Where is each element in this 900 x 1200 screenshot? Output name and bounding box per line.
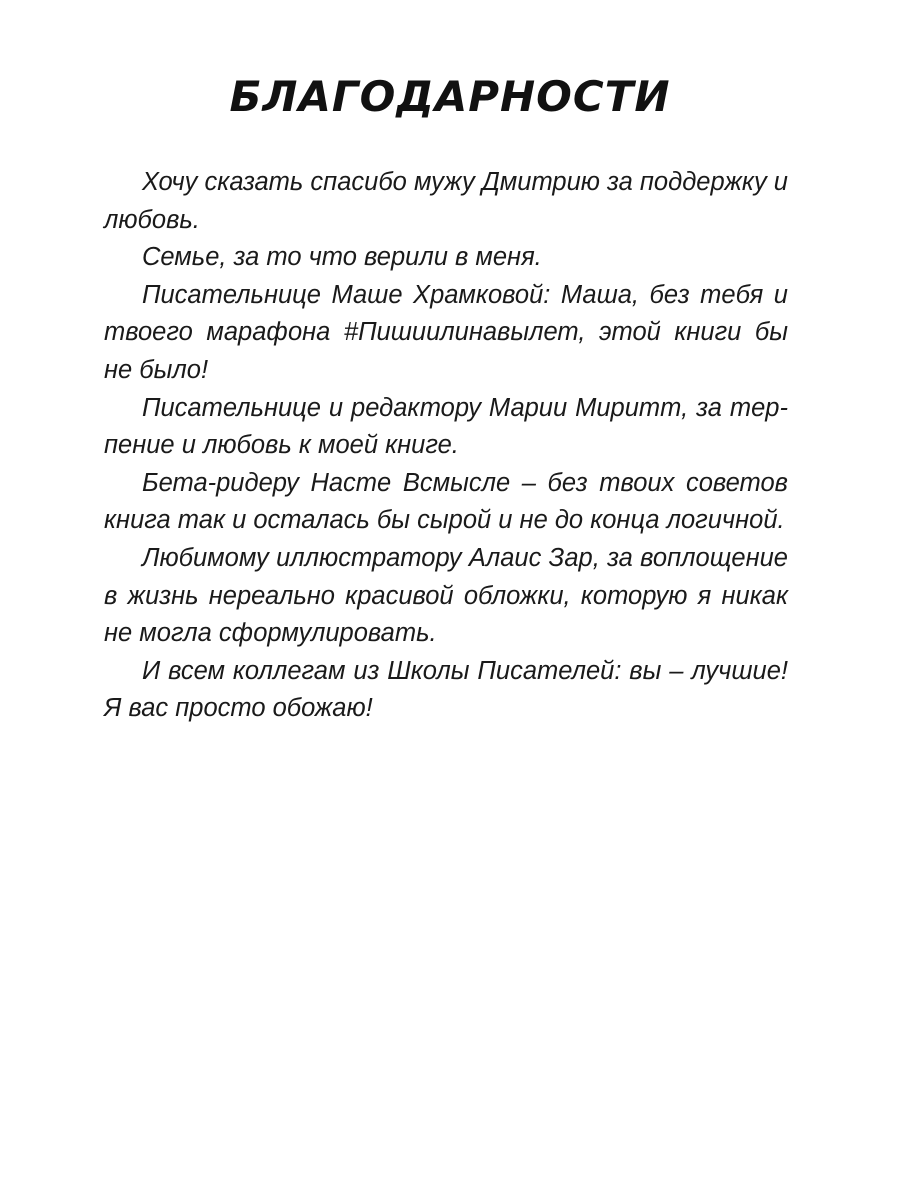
acknowledgements-text: [104, 164, 788, 728]
paragraph-writer-masha: Писательнице Маше Храмковой: Маша, без тебя и твоего марафона #Пишиилинавылет, этой книги бы не было!: [104, 280, 788, 384]
paragraph-editor-maria: Писательнице и редактору Марии Миритт, за терпение и любовь к моей книге.: [104, 393, 788, 460]
paragraph-husband: Хочу сказать спасибо мужу Дмитрию за поддержку и любовь.: [104, 168, 788, 234]
paragraph-illustrator: Любимому иллюстратору Алаис Зар, за воплощение в жизнь нереально красивой обложки, которую я никак не могла сформулировать.: [104, 543, 788, 648]
paragraph-beta-reader: Бета-ридеру Насте Всмысле – без твоих советов книга так и осталась бы сырой и не до конца логичной.: [104, 468, 788, 535]
paragraph-family: Семье, за то что верили в меня.: [142, 243, 542, 272]
page-title: БЛАГОДАРНОСТИ: [229, 72, 671, 121]
paragraph-colleagues: И всем коллегам из Школы Писателей: вы – лучшие! Я вас просто обожаю!: [104, 656, 788, 723]
